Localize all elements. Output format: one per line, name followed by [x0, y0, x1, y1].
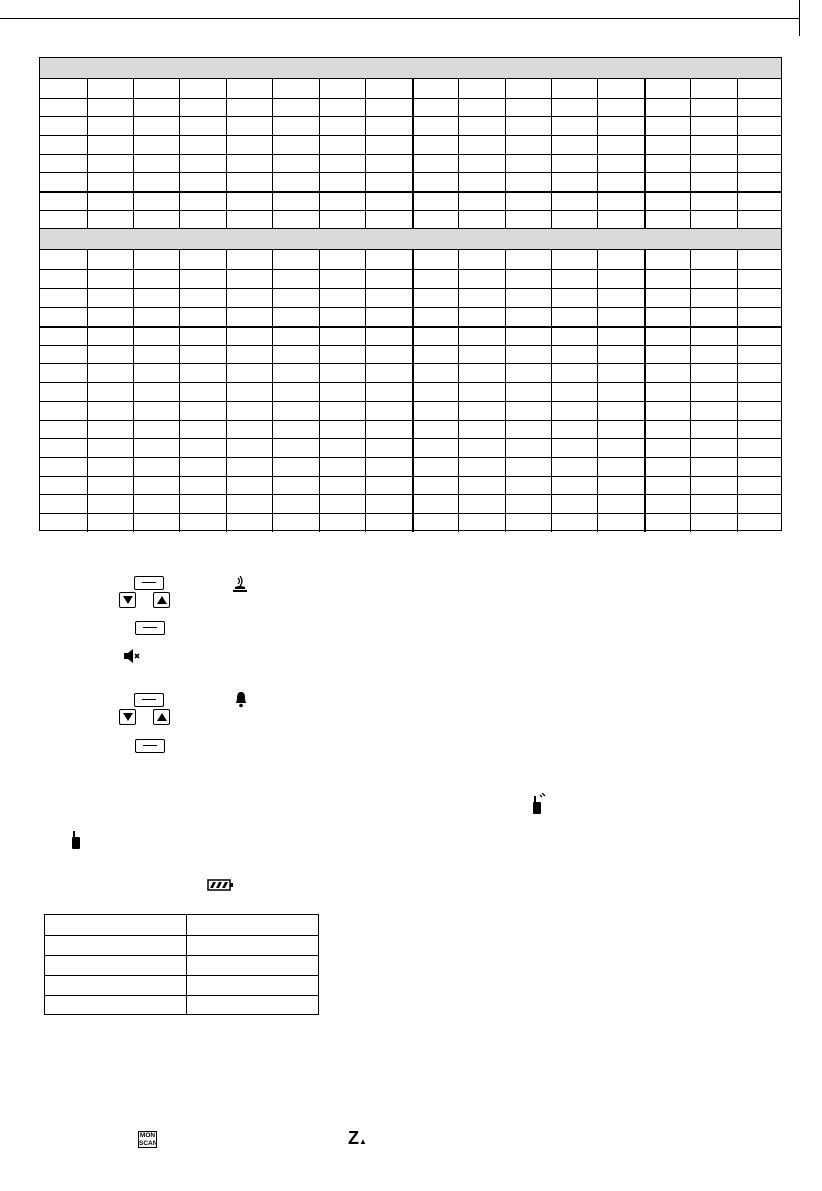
table-column-divider — [319, 250, 320, 532]
table-row-divider — [40, 420, 781, 421]
table-row-divider — [40, 116, 781, 117]
table-row-divider — [40, 98, 781, 99]
table-column-divider — [87, 79, 88, 228]
table-row-divider — [40, 363, 781, 364]
table-row-divider — [40, 326, 781, 328]
table-column-divider — [644, 79, 646, 228]
mon-label: MON — [139, 1132, 156, 1139]
table-row-divider — [40, 401, 781, 402]
table-row-divider — [40, 307, 781, 308]
mute-speaker-icon — [123, 648, 141, 664]
table-column-divider — [458, 79, 459, 228]
minus-key-icon — [134, 693, 164, 707]
battery-icon — [207, 879, 234, 891]
table-column-divider — [644, 250, 646, 532]
radio-icon — [70, 830, 82, 850]
battery-table-column-divider — [186, 915, 187, 1014]
battery-table-row-divider — [45, 955, 318, 956]
table-column-divider — [551, 79, 552, 228]
radio-transmit-icon — [530, 793, 546, 815]
bell-icon — [234, 691, 248, 708]
code-table — [39, 57, 782, 531]
battery-table-row-divider — [45, 975, 318, 976]
table-row-divider — [40, 191, 781, 193]
table-row-divider — [40, 438, 781, 439]
table-row-divider — [40, 382, 781, 383]
crop-mark-vertical — [799, 0, 800, 36]
table-column-divider — [690, 79, 691, 228]
table-row-divider — [40, 135, 781, 136]
table-row-divider — [40, 457, 781, 458]
sleep-symbol: Z — [348, 1128, 359, 1148]
table-row-divider — [40, 269, 781, 270]
table-column-divider — [412, 79, 414, 228]
battery-table-row-divider — [45, 935, 318, 936]
table-column-divider — [179, 250, 180, 532]
section-1-header — [40, 58, 781, 79]
down-arrow-key-icon — [119, 709, 136, 725]
table-row-divider — [40, 154, 781, 155]
minus-key-icon — [134, 576, 164, 590]
table-column-divider — [365, 250, 366, 532]
battery-table — [44, 914, 319, 1015]
minus-key-icon — [135, 739, 165, 753]
table-column-divider — [272, 250, 273, 532]
sleep-icon: Z▲ — [348, 1128, 367, 1148]
table-column-divider — [272, 79, 273, 228]
table-column-divider — [597, 79, 598, 228]
section-2-header — [40, 228, 781, 250]
table-column-divider — [737, 250, 738, 532]
scan-label: SCAN — [139, 1139, 158, 1147]
mon-scan-key-icon — [138, 1131, 157, 1148]
table-column-divider — [458, 250, 459, 532]
table-row-divider — [40, 494, 781, 495]
table-column-divider — [319, 79, 320, 228]
crop-mark-horizontal — [0, 18, 800, 19]
table-column-divider — [133, 79, 134, 228]
table-column-divider — [551, 250, 552, 532]
minus-key-icon — [135, 621, 165, 635]
table-column-divider — [365, 79, 366, 228]
table-row-divider — [40, 476, 781, 477]
table-column-divider — [505, 250, 506, 532]
table-column-divider — [226, 79, 227, 228]
table-column-divider — [133, 250, 134, 532]
table-row-divider — [40, 513, 781, 514]
table-column-divider — [87, 250, 88, 532]
table-column-divider — [505, 79, 506, 228]
table-column-divider — [412, 250, 414, 532]
table-row-divider — [40, 288, 781, 289]
table-column-divider — [737, 79, 738, 228]
table-row-divider — [40, 210, 781, 211]
up-arrow-key-icon — [153, 709, 170, 725]
up-arrow-key-icon — [153, 592, 170, 608]
table-column-divider — [179, 79, 180, 228]
table-column-divider — [690, 250, 691, 532]
table-row-divider — [40, 172, 781, 173]
table-column-divider — [597, 250, 598, 532]
battery-table-row-divider — [45, 995, 318, 996]
vox-icon — [232, 576, 248, 593]
down-arrow-key-icon — [119, 592, 136, 608]
table-column-divider — [226, 250, 227, 532]
table-row-divider — [40, 345, 781, 346]
